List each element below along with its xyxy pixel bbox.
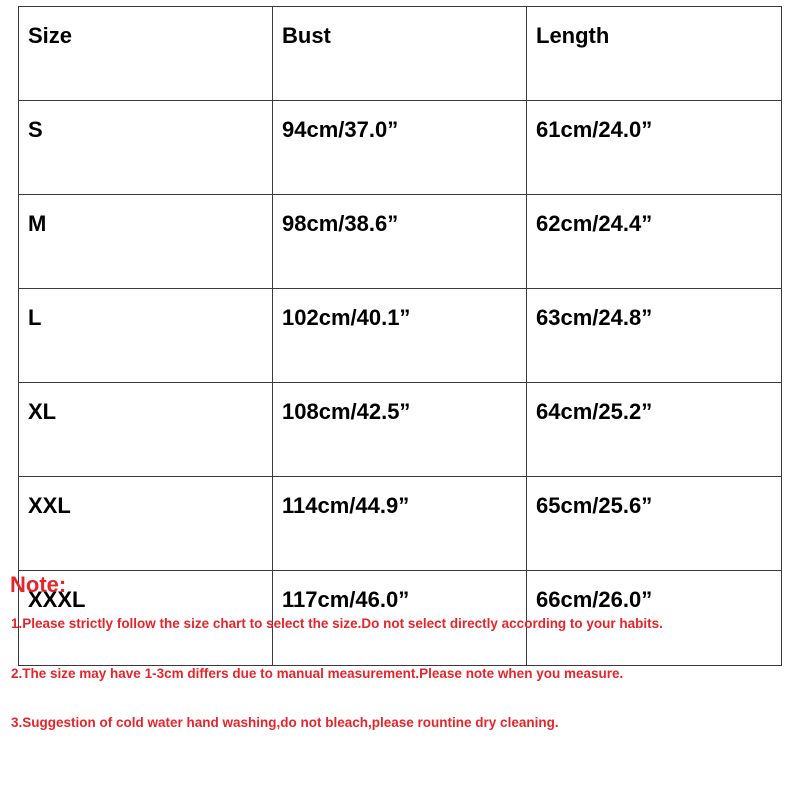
size-cell: L (19, 289, 273, 383)
size-cell: S (19, 101, 273, 195)
length-cell: 65cm/25.6” (527, 477, 782, 571)
bust-cell: 94cm/37.0” (273, 101, 527, 195)
table-header-row (19, 7, 782, 101)
bust-cell: 102cm/40.1” (273, 289, 527, 383)
table-row (19, 195, 782, 289)
table-row (19, 383, 782, 477)
note-line-3: 3.Suggestion of cold water hand washing,do not bleach,please rountine dry cleaning. (11, 715, 559, 730)
header-bust: Bust (273, 7, 527, 101)
note-line-2: 2.The size may have 1-3cm differs due to manual measurement.Please note when you measure. (11, 666, 624, 681)
table-row (19, 289, 782, 383)
bust-cell: 108cm/42.5” (273, 383, 527, 477)
length-cell: 66cm/26.0” (527, 571, 782, 666)
size-chart-table (18, 6, 782, 666)
size-cell: XL (19, 383, 273, 477)
size-cell: XXXL (19, 571, 273, 666)
note-title: Note: (10, 572, 67, 597)
length-cell: 63cm/24.8” (527, 289, 782, 383)
table-row (19, 477, 782, 571)
bust-cell: 117cm/46.0” (273, 571, 527, 666)
header-size: Size (19, 7, 273, 101)
bust-cell: 98cm/38.6” (273, 195, 527, 289)
header-length: Length (527, 7, 782, 101)
length-cell: 61cm/24.0” (527, 101, 782, 195)
size-cell: M (19, 195, 273, 289)
size-cell: XXL (19, 477, 273, 571)
bust-cell: 114cm/44.9” (273, 477, 527, 571)
length-cell: 64cm/25.2” (527, 383, 782, 477)
length-cell: 62cm/24.4” (527, 195, 782, 289)
table-row (19, 101, 782, 195)
note-line-1: 1.Please strictly follow the size chart to select the size.Do not select directly according to your habits. (11, 616, 663, 631)
